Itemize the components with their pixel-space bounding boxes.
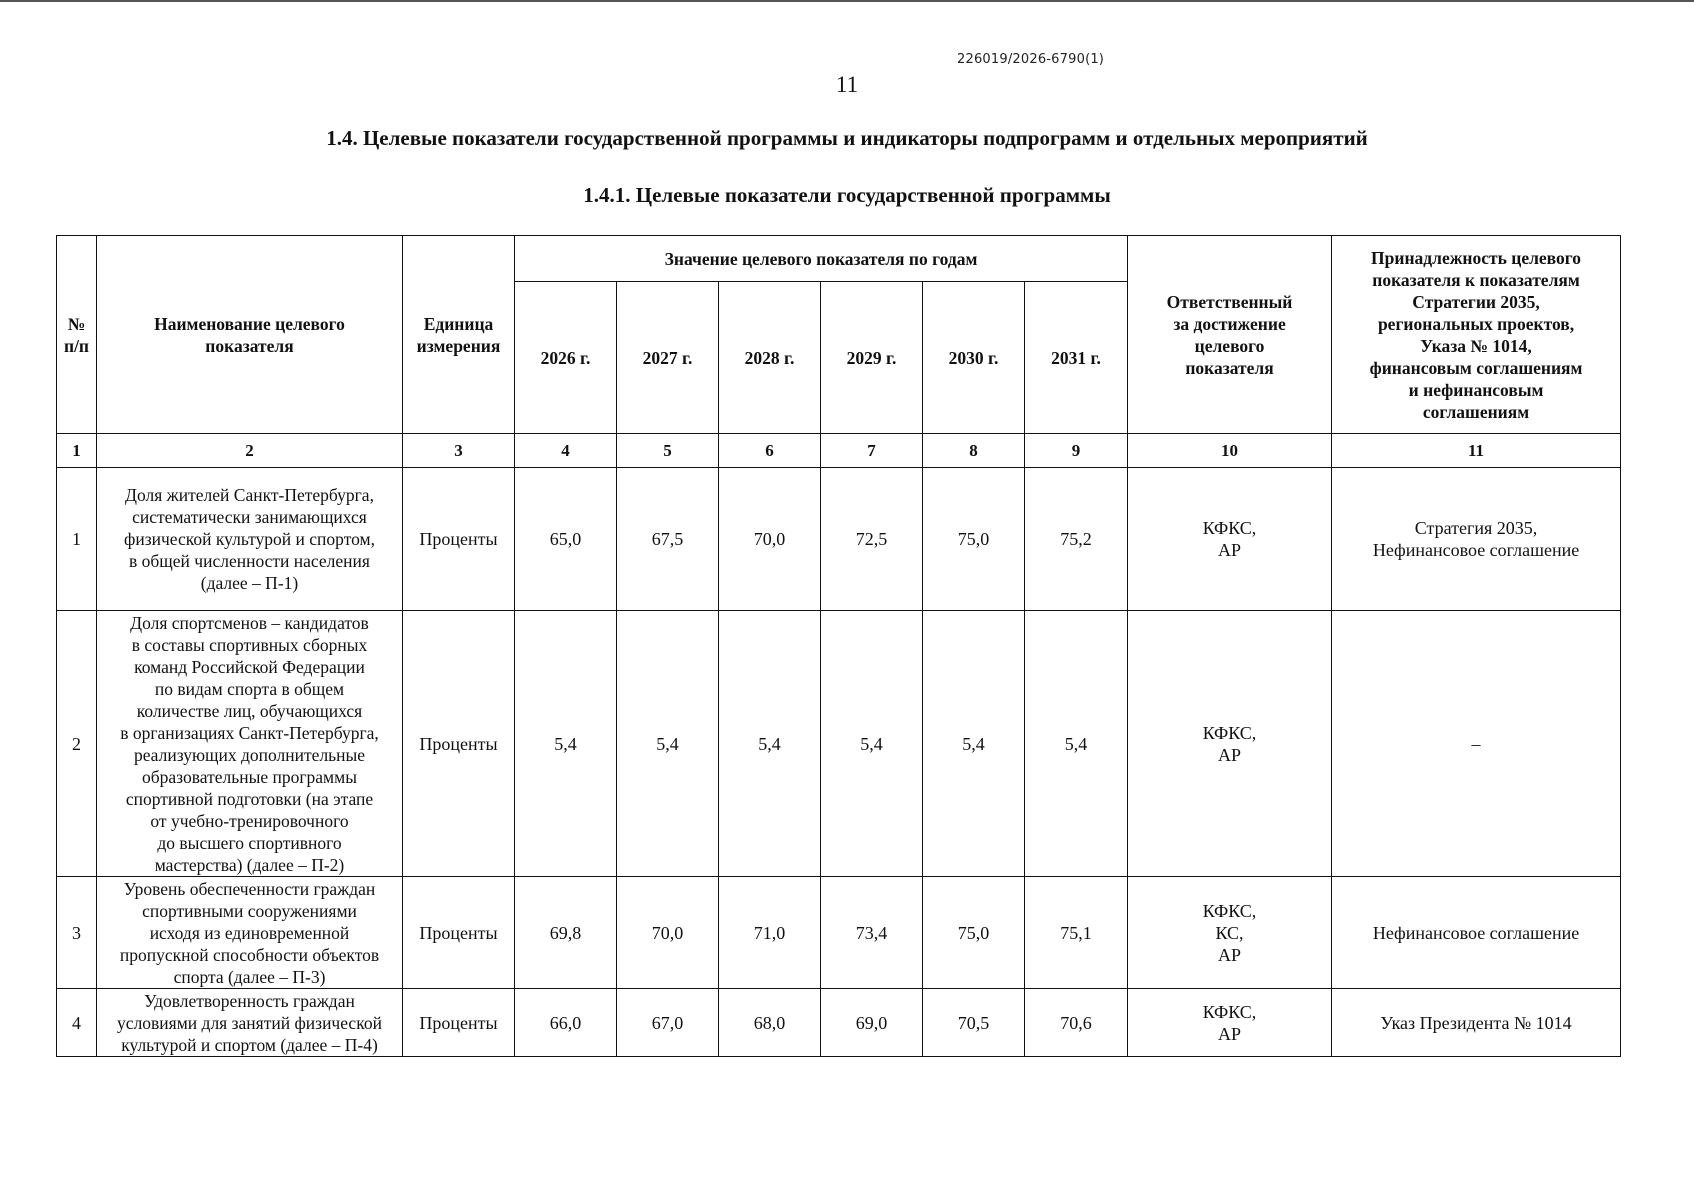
target-indicators-table bbox=[56, 235, 1621, 1057]
value-2026: 5,4 bbox=[515, 611, 617, 877]
column-number: 1 bbox=[57, 434, 97, 468]
header-responsible: Ответственный за достижение целевого показателя bbox=[1128, 236, 1332, 434]
value-2029: 5,4 bbox=[821, 611, 923, 877]
document-id: 226019/2026-6790(1) bbox=[957, 52, 1105, 67]
header-num: № п/п bbox=[57, 236, 97, 434]
belonging: Стратегия 2035, Нефинансовое соглашение bbox=[1332, 468, 1621, 611]
value-2026: 69,8 bbox=[515, 877, 617, 989]
value-2031: 5,4 bbox=[1025, 611, 1128, 877]
value-2029: 73,4 bbox=[821, 877, 923, 989]
header-year: 2026 г. bbox=[515, 282, 617, 434]
belonging: Указ Президента № 1014 bbox=[1332, 989, 1621, 1057]
value-2031: 70,6 bbox=[1025, 989, 1128, 1057]
indicator-name: Доля спортсменов – кандидатов в составы спортивных сборных команд Российской Федерации по видам спорта в общем количестве лиц, обучающихся в организациях Санкт-Петербурга, реализующих дополнительные образовательные программы спортивной подготовки (на этапе от учебно-тренировочного до высшего спортивного мастерства) (далее – П-2) bbox=[97, 611, 403, 877]
belonging: Нефинансовое соглашение bbox=[1332, 877, 1621, 989]
value-2029: 72,5 bbox=[821, 468, 923, 611]
header-values-by-year: Значение целевого показателя по годам bbox=[515, 236, 1128, 282]
header-year: 2030 г. bbox=[923, 282, 1025, 434]
indicator-unit: Проценты bbox=[403, 877, 515, 989]
indicator-unit: Проценты bbox=[403, 468, 515, 611]
page-number: 11 bbox=[835, 72, 859, 97]
value-2030: 75,0 bbox=[923, 468, 1025, 611]
column-number: 3 bbox=[403, 434, 515, 468]
value-2030: 5,4 bbox=[923, 611, 1025, 877]
value-2026: 65,0 bbox=[515, 468, 617, 611]
value-2031: 75,1 bbox=[1025, 877, 1128, 989]
top-border-line bbox=[0, 0, 1694, 2]
column-number: 7 bbox=[821, 434, 923, 468]
column-number: 2 bbox=[97, 434, 403, 468]
row-number: 3 bbox=[57, 877, 97, 989]
indicator-unit: Проценты bbox=[403, 611, 515, 877]
value-2030: 70,5 bbox=[923, 989, 1025, 1057]
header-year: 2031 г. bbox=[1025, 282, 1128, 434]
column-number: 11 bbox=[1332, 434, 1621, 468]
table-row bbox=[57, 877, 1621, 989]
value-2028: 68,0 bbox=[719, 989, 821, 1057]
indicator-unit: Проценты bbox=[403, 989, 515, 1057]
value-2026: 66,0 bbox=[515, 989, 617, 1057]
table-row bbox=[57, 611, 1621, 877]
value-2028: 71,0 bbox=[719, 877, 821, 989]
responsible: КФКС, АР bbox=[1128, 989, 1332, 1057]
column-number: 10 bbox=[1128, 434, 1332, 468]
row-number: 1 bbox=[57, 468, 97, 611]
header-name: Наименование целевого показателя bbox=[97, 236, 403, 434]
section-title: 1.4. Целевые показатели государственной программы и индикаторы подпрограмм и отдельных мероприятий bbox=[326, 126, 1368, 150]
row-number: 4 bbox=[57, 989, 97, 1057]
value-2029: 69,0 bbox=[821, 989, 923, 1057]
value-2027: 67,5 bbox=[617, 468, 719, 611]
belonging: – bbox=[1332, 611, 1621, 877]
column-number: 5 bbox=[617, 434, 719, 468]
value-2030: 75,0 bbox=[923, 877, 1025, 989]
subsection-title: 1.4.1. Целевые показатели государственной программы bbox=[583, 183, 1111, 207]
value-2027: 67,0 bbox=[617, 989, 719, 1057]
header-year: 2028 г. bbox=[719, 282, 821, 434]
value-2028: 70,0 bbox=[719, 468, 821, 611]
table-row bbox=[57, 468, 1621, 611]
responsible: КФКС, АР bbox=[1128, 611, 1332, 877]
value-2027: 70,0 bbox=[617, 877, 719, 989]
indicator-name: Удовлетворенность граждан условиями для занятий физической культурой и спортом (далее – П-4) bbox=[97, 989, 403, 1057]
column-number-row bbox=[57, 434, 1621, 468]
value-2031: 75,2 bbox=[1025, 468, 1128, 611]
value-2027: 5,4 bbox=[617, 611, 719, 877]
header-belonging: Принадлежность целевого показателя к показателям Стратегии 2035, региональных проектов, Указа № 1014, финансовым соглашениям и нефинансовым соглашениям bbox=[1332, 236, 1621, 434]
column-number: 6 bbox=[719, 434, 821, 468]
value-2028: 5,4 bbox=[719, 611, 821, 877]
responsible: КФКС, АР bbox=[1128, 468, 1332, 611]
column-number: 9 bbox=[1025, 434, 1128, 468]
table-row bbox=[57, 989, 1621, 1057]
responsible: КФКС, КС, АР bbox=[1128, 877, 1332, 989]
table-header-row bbox=[57, 236, 1621, 282]
header-year: 2027 г. bbox=[617, 282, 719, 434]
header-unit: Единица измерения bbox=[403, 236, 515, 434]
indicator-name: Уровень обеспеченности граждан спортивными сооружениями исходя из единовременной пропускной способности объектов спорта (далее – П-3) bbox=[97, 877, 403, 989]
column-number: 4 bbox=[515, 434, 617, 468]
indicator-name: Доля жителей Санкт-Петербурга, систематически занимающихся физической культурой и спортом, в общей численности населения (далее – П-1) bbox=[97, 468, 403, 611]
column-number: 8 bbox=[923, 434, 1025, 468]
row-number: 2 bbox=[57, 611, 97, 877]
header-year: 2029 г. bbox=[821, 282, 923, 434]
